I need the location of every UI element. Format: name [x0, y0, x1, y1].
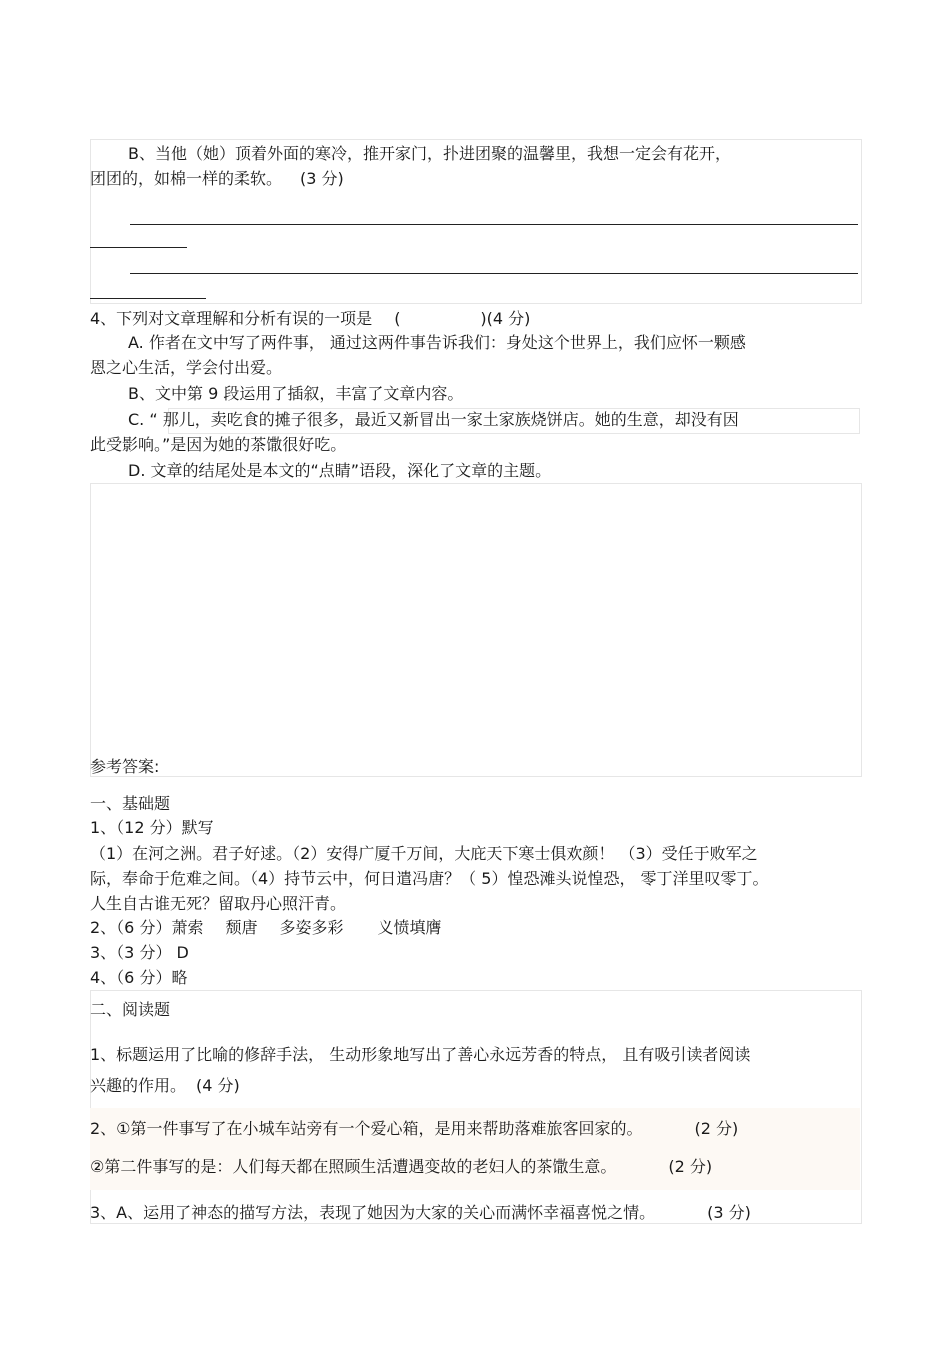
answer-line-2b — [90, 298, 206, 299]
reading-1-line-1: 1、标题运用了比喻的修辞手法， 生动形象地写出了善心永远芳香的特点， 且有吸引读者阅读 — [90, 1045, 751, 1064]
answers-title: 参考答案: — [90, 757, 160, 776]
answer-3: 3、（3 分） D — [90, 943, 189, 962]
part-1-heading: 一、基础题 — [90, 794, 171, 813]
answer-line-2a — [130, 273, 858, 274]
answer-line-1a — [130, 224, 858, 225]
answer-2-row — [90, 917, 442, 939]
answer-2-word-3: 多姿多彩 — [279, 918, 344, 937]
q4-paren: ( )(4 分) — [394, 309, 531, 328]
answer-1-heading: 1、（12 分）默写 — [90, 818, 214, 837]
reading-2-line-2 — [90, 1156, 712, 1178]
reading-2-text-1: 2、①第一件事写了在小城车站旁有一个爱心箱，是用来帮助落难旅客回家的。 — [90, 1119, 643, 1138]
answer-2-word-1: 萧索 — [171, 918, 204, 937]
q4-stem: 4、下列对文章理解和分析有误的一项是 — [90, 309, 373, 328]
answer-4: 4、（6 分）略 — [90, 968, 188, 987]
answer-line-1b — [90, 247, 187, 248]
reading-3-line-1 — [90, 1202, 751, 1224]
q4-option-a-line-2: 恩之心生活，学会付出爱。 — [90, 358, 283, 377]
answer-2-word-4: 义愤填膺 — [377, 918, 442, 937]
q4-option-c-line-1: C. “ 那儿，卖吃食的摊子很多，最近又新冒出一家土家族烧饼店。她的生意，却没有因 — [128, 410, 739, 429]
section-b-score: (3 分) — [300, 169, 344, 188]
q4-option-d: D. 文章的结尾处是本文的“点睛”语段，深化了文章的主题。 — [128, 461, 552, 480]
reading-1-score: (4 分) — [196, 1076, 240, 1095]
reading-1-line-2 — [90, 1075, 240, 1097]
section-b-text: 团团的，如棉一样的柔软。 — [90, 169, 283, 188]
q4-option-a-line-1: A. 作者在文中写了两件事， 通过这两件事告诉我们：身处这个世界上，我们应怀一颗感 — [128, 333, 746, 352]
answer-1-line-2: 际，奉命于危难之间。（4）持节云中，何日遣冯唐？（ 5）惶恐滩头说惶恐， 零丁洋里叹零丁。 — [90, 869, 769, 888]
reading-2-score-1: (2 分) — [694, 1119, 739, 1138]
q4-stem-row — [90, 308, 530, 330]
frame-blank — [90, 483, 862, 777]
section-b-line-1: B、当他（她）顶着外面的寒冷，推开家门，扑进团聚的温馨里，我想一定会有花开， — [128, 144, 731, 163]
answer-1-line-1: （1）在河之洲。君子好逑。（2）安得广厦千万间，大庇天下寒士俱欢颜！ （3）受任于败军之 — [90, 844, 758, 863]
reading-3-score: (3 分) — [707, 1203, 751, 1222]
q4-option-b: B、文中第 9 段运用了插叙，丰富了文章内容。 — [128, 384, 464, 403]
answer-2-heading: 2、（6 分） — [90, 918, 172, 937]
reading-1-text: 兴趣的作用。 — [90, 1076, 187, 1095]
reading-2-text-2: ②第二件事写的是：人们每天都在照顾生活遭遇变故的老妇人的茶馓生意。 — [90, 1157, 617, 1176]
answer-1-line-3: 人生自古谁无死？留取丹心照汗青。 — [90, 894, 347, 913]
part-2-heading: 二、阅读题 — [90, 1000, 171, 1019]
answer-2-word-2: 颓唐 — [225, 918, 258, 937]
reading-3-text: 3、A、运用了神态的描写方法，表现了她因为大家的关心而满怀幸福喜悦之情。 — [90, 1203, 656, 1222]
reading-2-score-2: (2 分) — [668, 1157, 713, 1176]
section-b-line-2 — [90, 168, 344, 190]
reading-2-line-1 — [90, 1118, 738, 1140]
q4-option-c-line-2: 此受影响。”是因为她的茶馓很好吃。 — [90, 435, 347, 454]
